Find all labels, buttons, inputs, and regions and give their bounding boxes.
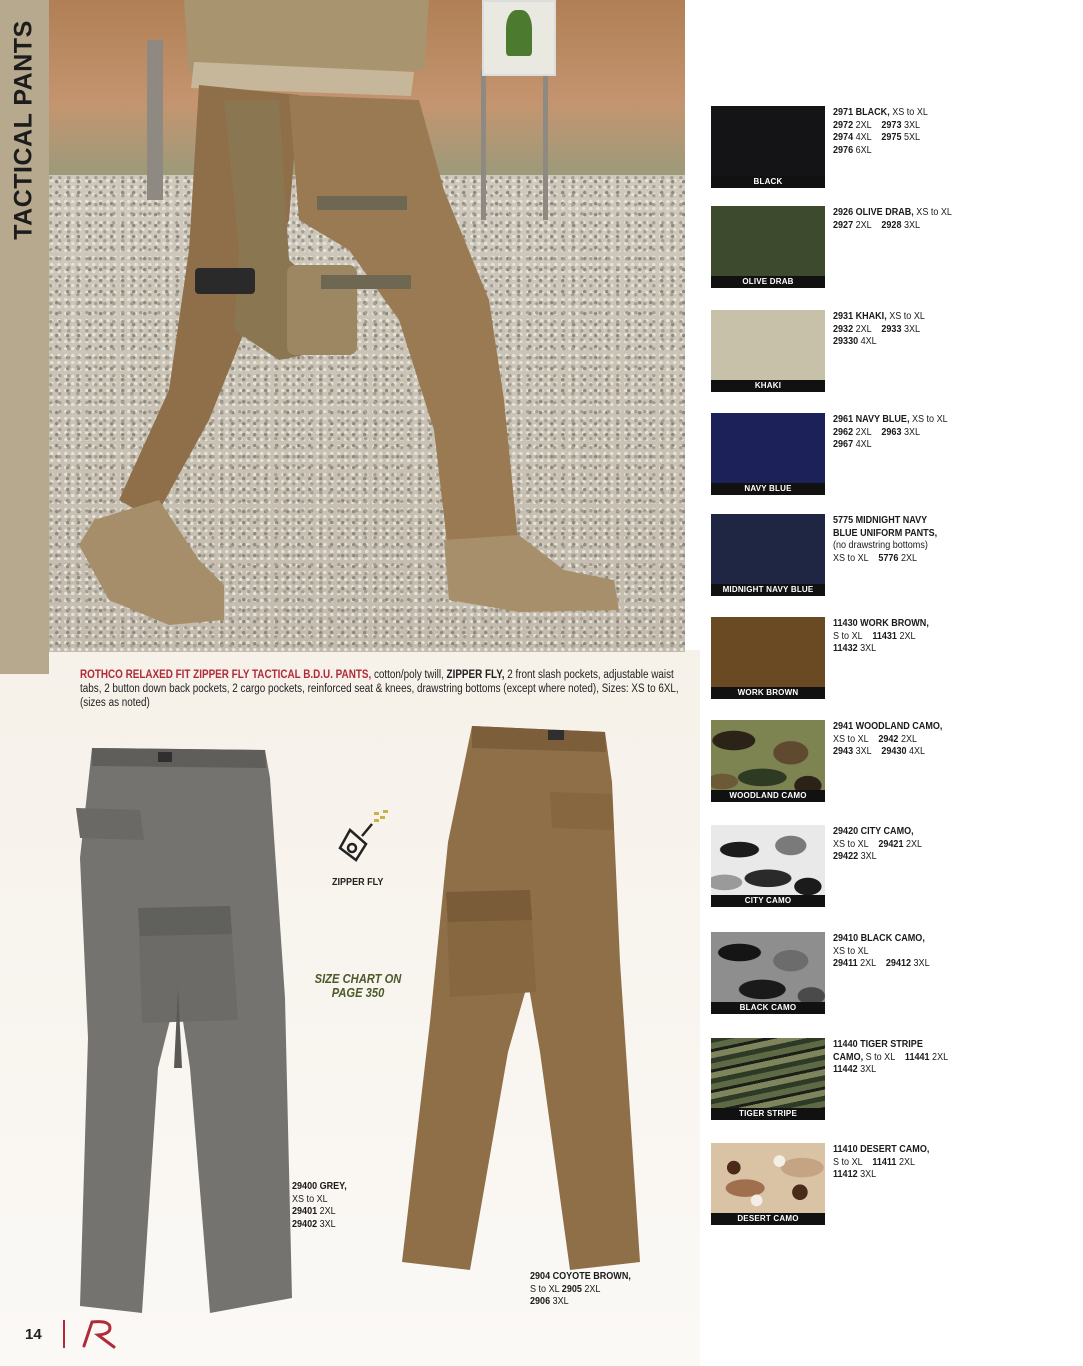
coyote-size-range: S to XL <box>530 1282 562 1295</box>
sku-size: 4XL <box>853 131 882 143</box>
size-chart-note <box>306 972 409 1000</box>
sku-number: 29420 CITY CAMO, <box>833 825 914 837</box>
sku-line <box>833 219 1039 232</box>
sku-line <box>833 539 1039 552</box>
color-swatch <box>711 514 825 596</box>
sku-line <box>833 144 1039 157</box>
coyote-brown-pants-image <box>400 722 645 1274</box>
sku-number: 2972 <box>833 118 854 131</box>
sku-size: XS to XL <box>833 837 879 850</box>
sku-line <box>833 206 1039 219</box>
sku-line <box>833 720 1039 733</box>
sku-size: XS to XL <box>886 310 925 322</box>
sku-number: 2967 <box>833 438 854 450</box>
sku-number: 2962 <box>833 425 854 438</box>
sku-size: XS to XL <box>833 944 869 957</box>
description-zipper-fly: ZIPPER FLY, <box>446 669 505 681</box>
sku-number: 29430 <box>881 745 907 757</box>
grey-3xl-sku: 29402 <box>292 1217 318 1230</box>
color-swatch <box>711 932 825 1014</box>
sku-size: 3XL <box>911 957 930 969</box>
sku-line <box>833 1168 1039 1181</box>
sku-size: XS to XL <box>833 551 879 564</box>
sku-number: 2927 <box>833 218 854 231</box>
swatch-sku-info <box>833 1038 1039 1076</box>
sku-size: 2XL <box>857 957 886 969</box>
section-tab-title: TACTICAL PANTS <box>9 20 38 240</box>
swatch-sku-info <box>833 825 1039 863</box>
swatch-label: KHAKI <box>711 380 825 392</box>
swatch-label: CITY CAMO <box>711 895 825 907</box>
grey-2xl-sku: 29401 <box>292 1205 318 1217</box>
swatch-sku-info <box>833 206 1039 231</box>
swatch-sku-info <box>833 310 1039 348</box>
sku-size: 2XL <box>898 551 918 564</box>
coyote-2xl-size: 2XL <box>581 1282 601 1295</box>
sku-size: 3XL <box>901 425 921 438</box>
grey-sku: 29400 GREY, <box>292 1180 347 1192</box>
swatch-label: TIGER STRIPE <box>711 1108 825 1120</box>
swatch-label: DESERT CAMO <box>711 1213 825 1225</box>
color-swatch <box>711 720 825 802</box>
sku-line <box>833 106 1039 119</box>
sku-size: 2XL <box>929 1050 949 1063</box>
sku-line <box>833 745 1039 758</box>
sku-number: 5776 <box>878 551 899 564</box>
sku-number: 2941 WOODLAND CAMO, <box>833 720 943 732</box>
sku-size: 3XL <box>857 642 877 654</box>
sku-size: S to XL <box>833 1155 873 1168</box>
sku-line <box>833 1038 1039 1051</box>
sku-line <box>833 825 1039 838</box>
color-swatch <box>711 206 825 288</box>
sku-number: 29412 <box>885 957 912 969</box>
sku-line <box>833 945 1039 958</box>
sku-line <box>833 630 1039 643</box>
sku-size: (no drawstring bottoms) <box>833 539 928 551</box>
sku-number: 2971 BLACK, <box>833 106 890 118</box>
sku-number: 29410 BLACK CAMO, <box>833 932 925 944</box>
sku-size: 3XL <box>858 850 877 862</box>
grey-pants-image <box>70 738 295 1320</box>
sku-number: 2926 OLIVE DRAB, <box>833 206 914 218</box>
coyote-2xl-sku: 2905 <box>561 1282 582 1295</box>
sku-line <box>833 1156 1039 1169</box>
sku-line <box>833 932 1039 945</box>
sku-line <box>833 552 1039 565</box>
sku-size: S to XL <box>833 629 873 642</box>
sku-number: 2976 <box>833 143 854 156</box>
sku-line <box>833 335 1039 348</box>
hero-photo <box>49 0 685 652</box>
page-number: 14 <box>25 1326 42 1343</box>
description-text-1: cotton/poly twill, <box>371 669 447 681</box>
sku-line <box>833 733 1039 746</box>
zipper-fly-icon <box>330 806 394 870</box>
swatch-sku-info <box>833 932 1039 970</box>
sku-size: 3XL <box>901 118 921 131</box>
sku-number: 2932 <box>833 322 854 335</box>
sku-number: 2943 <box>833 745 854 757</box>
sku-line <box>833 642 1039 655</box>
sku-size: 2XL <box>896 629 916 642</box>
sku-number: 5775 MIDNIGHT NAVY <box>833 514 928 526</box>
sku-size: 4XL <box>858 335 877 347</box>
sku-number: 11432 <box>833 642 858 654</box>
sku-number: 11440 TIGER STRIPE <box>833 1038 923 1050</box>
sku-number: 11431 <box>872 629 897 642</box>
sku-number: 2931 KHAKI, <box>833 310 887 322</box>
person-walking-illustration <box>49 0 685 652</box>
size-chart-line-2: PAGE 350 <box>331 985 385 1000</box>
coyote-3xl-size: 3XL <box>550 1295 569 1307</box>
sku-line <box>833 119 1039 132</box>
sku-number: 29421 <box>878 837 904 850</box>
sku-line <box>833 1063 1039 1076</box>
coyote-sku: 2904 COYOTE BROWN, <box>530 1270 631 1282</box>
sku-size: 5XL <box>901 131 921 143</box>
sku-size: XS to XL <box>833 732 879 745</box>
sku-line <box>833 617 1039 630</box>
sku-number: 11411 <box>872 1155 897 1168</box>
sku-size: 2XL <box>853 118 882 131</box>
zipper-fly-label: ZIPPER FLY <box>332 876 384 888</box>
sku-size: 4XL <box>906 745 926 757</box>
description-text-2: 2 front slash pockets, adjustable waist tabs, 2 button down back pockets, 2 cargo pockets, reinforced seat & knees, drawstring bottoms (except where noted), Sizes: XS to 6XL, (sizes as noted) <box>80 669 679 709</box>
rothco-logo-icon <box>76 1318 120 1350</box>
sku-line <box>833 131 1039 144</box>
sku-line <box>833 323 1039 336</box>
sku-size: 2XL <box>853 322 882 335</box>
sku-size: 3XL <box>901 218 921 231</box>
sku-number: 2973 <box>881 118 902 131</box>
swatch-sku-info <box>833 106 1039 156</box>
swatch-sku-info <box>833 413 1039 451</box>
coyote-pants-label <box>530 1270 631 1308</box>
sku-number: 2933 <box>881 322 902 335</box>
sku-number: 11410 DESERT CAMO, <box>833 1143 930 1155</box>
section-side-tab <box>0 0 49 674</box>
swatch-label: WOODLAND CAMO <box>711 790 825 802</box>
color-swatch <box>711 825 825 907</box>
sku-line <box>833 426 1039 439</box>
sku-size: 3XL <box>901 322 921 335</box>
sku-number: 2975 <box>881 131 902 143</box>
sku-number: 2928 <box>881 218 902 231</box>
sku-size: 3XL <box>853 745 882 757</box>
sku-size: 3XL <box>857 1168 877 1180</box>
sku-number: 2942 <box>878 732 899 745</box>
color-swatch <box>711 310 825 392</box>
sku-size: 2XL <box>898 732 918 745</box>
sku-line <box>833 438 1039 451</box>
sku-line <box>833 1051 1039 1064</box>
sku-line <box>833 957 1039 970</box>
sku-size: 2XL <box>853 218 882 231</box>
swatch-sku-info <box>833 617 1039 655</box>
sku-size: XS to XL <box>909 413 948 425</box>
sku-number: 2963 <box>881 425 902 438</box>
sku-number: BLUE UNIFORM PANTS, <box>833 526 938 539</box>
sku-number: 29411 <box>833 957 858 969</box>
size-chart-line-1: SIZE CHART ON <box>314 971 402 986</box>
sku-size: 3XL <box>857 1063 877 1075</box>
swatch-label: MIDNIGHT NAVY BLUE <box>711 584 825 596</box>
color-swatch <box>711 413 825 495</box>
sku-number: 11430 WORK BROWN, <box>833 617 929 629</box>
swatch-sku-info <box>833 514 1039 564</box>
grey-pants-label <box>292 1180 347 1230</box>
sku-size: S to XL <box>863 1050 905 1063</box>
sku-line <box>833 514 1039 527</box>
grey-2xl-size: 2XL <box>317 1205 336 1217</box>
color-swatch <box>711 617 825 699</box>
swatch-sku-info <box>833 720 1039 758</box>
sku-size: XS to XL <box>889 106 928 118</box>
swatch-label: NAVY BLUE <box>711 483 825 495</box>
sku-line <box>833 310 1039 323</box>
sku-number: 2974 <box>833 131 854 143</box>
swatch-label: OLIVE DRAB <box>711 276 825 288</box>
sku-number: 11412 <box>833 1168 858 1180</box>
sku-size: 2XL <box>903 837 923 850</box>
coyote-3xl-sku: 2906 <box>530 1295 551 1307</box>
grey-size-range: XS to XL <box>292 1192 328 1205</box>
sku-number: 11442 <box>833 1063 858 1075</box>
product-description <box>80 668 682 710</box>
swatch-label: WORK BROWN <box>711 687 825 699</box>
sku-size: 2XL <box>896 1155 916 1168</box>
swatch-label: BLACK CAMO <box>711 1002 825 1014</box>
sku-size: 6XL <box>853 143 872 156</box>
sku-line <box>833 413 1039 426</box>
sku-number: 29422 <box>833 850 859 862</box>
sku-number: 2961 NAVY BLUE, <box>833 413 910 425</box>
sku-size: 2XL <box>853 425 882 438</box>
grey-3xl-size: 3XL <box>317 1217 336 1230</box>
swatch-label: BLACK <box>711 176 825 188</box>
color-swatch <box>711 1038 825 1120</box>
sku-number: CAMO, <box>833 1050 864 1063</box>
description-title: ROTHCO RELAXED FIT ZIPPER FLY TACTICAL B.D.U. PANTS, <box>80 669 372 681</box>
sku-size: XS to XL <box>913 206 952 218</box>
sku-size: 4XL <box>853 438 872 450</box>
swatch-sku-info <box>833 1143 1039 1181</box>
sku-line <box>833 850 1039 863</box>
sku-line <box>833 527 1039 540</box>
sku-number: 29330 <box>833 335 859 347</box>
sku-number: 11441 <box>904 1050 930 1063</box>
color-swatch <box>711 1143 825 1225</box>
color-swatch <box>711 106 825 188</box>
sku-line <box>833 1143 1039 1156</box>
sku-line <box>833 838 1039 851</box>
footer-divider <box>63 1320 65 1348</box>
